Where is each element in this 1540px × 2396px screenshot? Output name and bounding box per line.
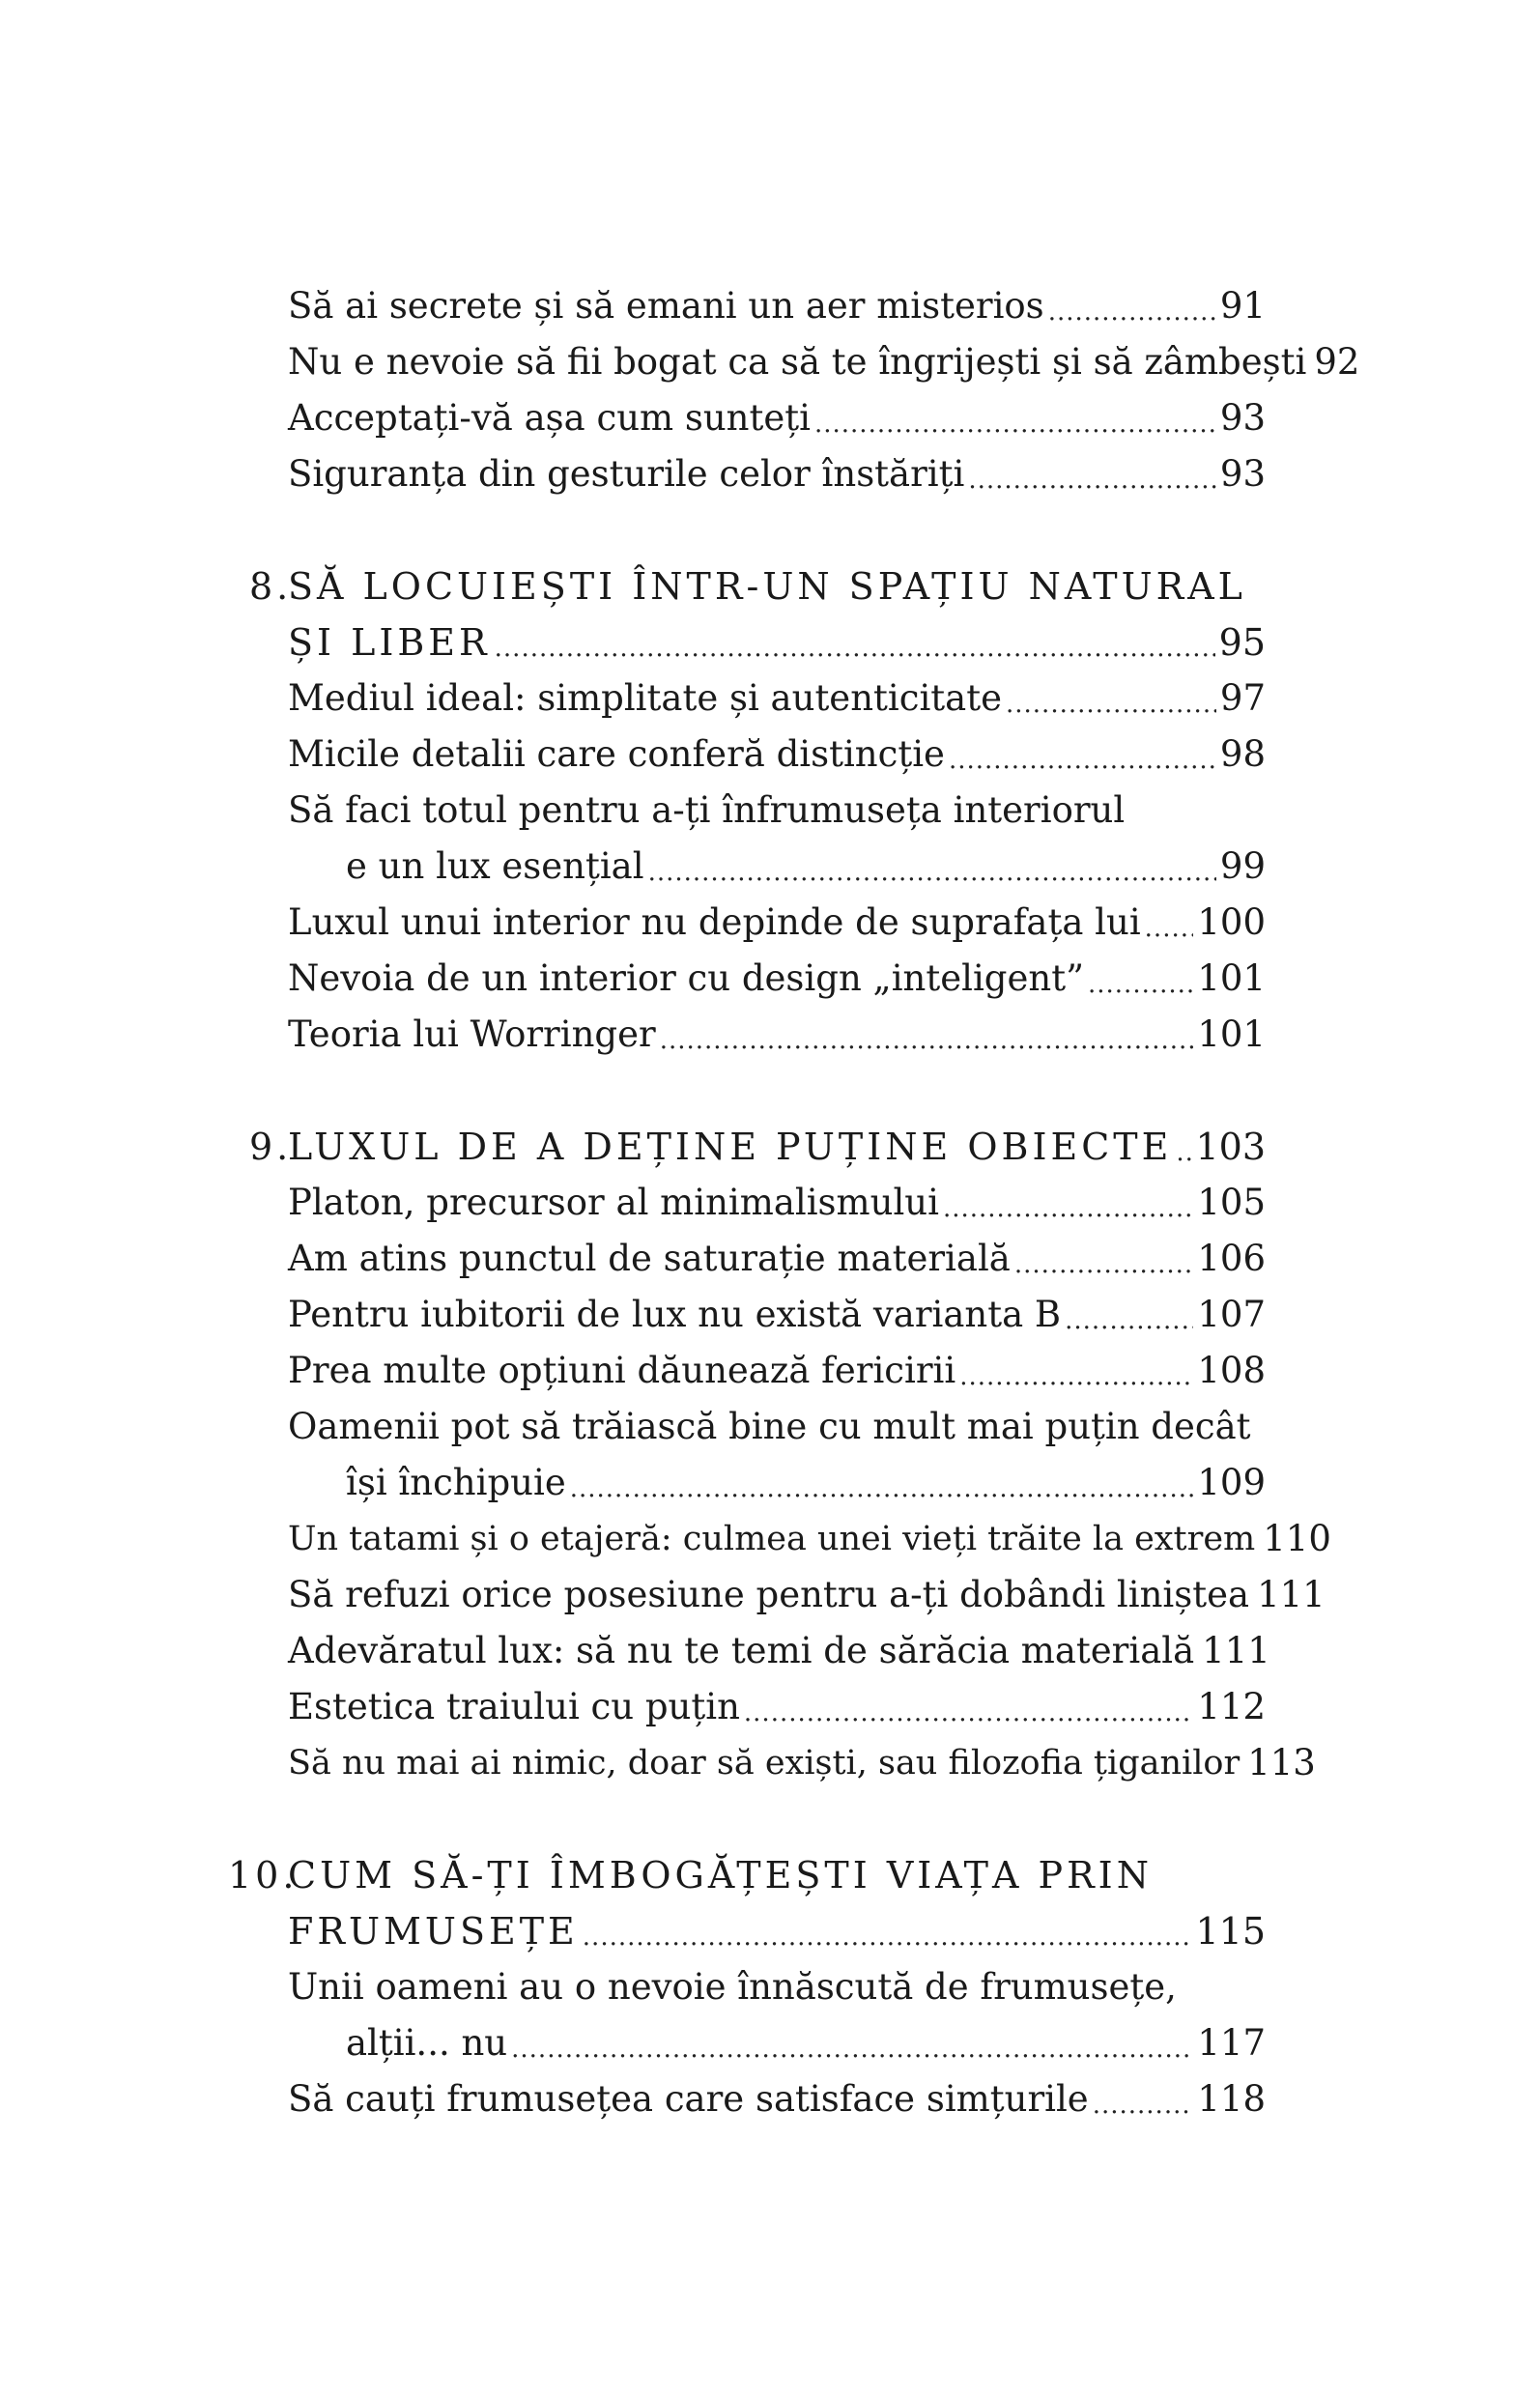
toc-entry-page: 91 bbox=[1219, 285, 1266, 327]
toc-entry-page: 101 bbox=[1197, 1013, 1266, 1055]
leader-dots bbox=[744, 1691, 1193, 1735]
chapter-number: 8. bbox=[249, 565, 293, 608]
toc-entry-page: 97 bbox=[1219, 677, 1266, 719]
chapter-heading bbox=[249, 1119, 1266, 1175]
toc-entry-title: Adevăratul lux: să nu te temi de sărăcia materială bbox=[288, 1630, 1195, 1671]
toc-entry-page: 93 bbox=[1219, 397, 1266, 439]
toc-entry-title: Siguranța din gesturile celor înstăriți bbox=[288, 453, 965, 495]
chapter-heading-continued bbox=[288, 1903, 1266, 1959]
toc-entry bbox=[288, 390, 1266, 446]
toc-entry-title: Să cauți frumusețea care satisface simțurile bbox=[288, 2078, 1089, 2120]
chapter-title: CUM SĂ-ȚI ÎMBOGĂȚEȘTI VIAȚA PRIN bbox=[288, 1854, 1153, 1897]
toc-entry-continued bbox=[346, 839, 1266, 895]
leader-dots bbox=[1065, 1298, 1193, 1343]
leader-dots bbox=[1093, 2083, 1194, 2127]
leader-dots bbox=[1145, 906, 1194, 951]
toc-entry bbox=[288, 1623, 1270, 1679]
leader-dots bbox=[1048, 290, 1216, 334]
leader-dots bbox=[1014, 1242, 1194, 1287]
toc-entry-page: 106 bbox=[1197, 1238, 1266, 1279]
toc-entry-continued bbox=[346, 1455, 1266, 1511]
toc-entry bbox=[288, 1959, 1266, 2015]
leader-dots bbox=[648, 850, 1216, 895]
chapter-page: 103 bbox=[1195, 1126, 1266, 1168]
chapter-page: 115 bbox=[1195, 1910, 1266, 1953]
leader-dots bbox=[1006, 682, 1216, 727]
toc-entry-page: 105 bbox=[1197, 1182, 1266, 1223]
toc-entry bbox=[288, 2071, 1266, 2127]
chapter-title: FRUMUSEȚE bbox=[288, 1910, 579, 1953]
leader-dots bbox=[949, 738, 1216, 783]
toc-entry-title: Am atins punctul de saturație materială bbox=[288, 1238, 1011, 1279]
chapter-title: SĂ LOCUIEȘTI ÎNTR-UN SPAȚIU NATURAL bbox=[288, 565, 1246, 608]
leader-dots bbox=[570, 1467, 1194, 1511]
leader-dots bbox=[968, 458, 1216, 502]
toc-entry bbox=[288, 1567, 1326, 1623]
leader-dots bbox=[814, 402, 1216, 446]
leader-dots bbox=[495, 626, 1215, 670]
toc-entry-page: 117 bbox=[1197, 2022, 1266, 2064]
toc-entry bbox=[288, 1343, 1266, 1399]
chapter-title: LUXUL DE A DEȚINE PUȚINE OBIECTE bbox=[288, 1126, 1173, 1168]
toc-entry-title: Teoria lui Worringer bbox=[288, 1013, 656, 1055]
toc-entry-title: Prea multe opțiuni dăunează fericirii bbox=[288, 1350, 956, 1391]
leader-dots bbox=[943, 1186, 1193, 1231]
toc-entry-page: 111 bbox=[1257, 1574, 1326, 1615]
toc-entry bbox=[288, 446, 1266, 502]
toc-entry bbox=[288, 1175, 1266, 1231]
toc-entry-page: 107 bbox=[1197, 1294, 1266, 1335]
toc-entry-title: Să faci totul pentru a-ți înfrumuseța interiorul bbox=[288, 789, 1126, 831]
toc-entry bbox=[288, 278, 1266, 334]
toc-entry bbox=[288, 1231, 1266, 1287]
toc-entry-title: Mediul ideal: simplitate și autenticitate bbox=[288, 677, 1002, 719]
leader-dots bbox=[511, 2027, 1193, 2071]
toc-entry-page: 109 bbox=[1197, 1462, 1266, 1503]
toc-entry bbox=[288, 1287, 1266, 1343]
toc-entry-title: Să refuzi orice posesiune pentru a-ți dobândi liniștea bbox=[288, 1574, 1250, 1615]
leader-dots bbox=[583, 1915, 1192, 1959]
chapter-heading-continued bbox=[288, 614, 1266, 670]
toc-entry-page: 110 bbox=[1263, 1518, 1331, 1559]
toc-entry bbox=[288, 1679, 1266, 1735]
toc-entry-title: Luxul unui interior nu depinde de suprafața lui bbox=[288, 901, 1141, 943]
toc-entry-title: Nevoia de un interior cu design „inteligent” bbox=[288, 957, 1084, 999]
chapter-number: 10. bbox=[228, 1854, 299, 1897]
toc-entry-page: 113 bbox=[1247, 1742, 1316, 1783]
toc-entry-title: Micile detalii care conferă distincție bbox=[288, 733, 945, 775]
toc-entry-title: își închipuie bbox=[346, 1462, 566, 1503]
toc-entry-title: Platon, precursor al minimalismului bbox=[288, 1182, 939, 1223]
chapter-heading bbox=[228, 1847, 1206, 1903]
chapter-title: ȘI LIBER bbox=[288, 621, 491, 664]
chapter-heading bbox=[249, 558, 1246, 614]
toc-entry-page: 92 bbox=[1314, 341, 1360, 383]
toc-entry-page: 93 bbox=[1219, 453, 1266, 495]
leader-dots bbox=[959, 1355, 1193, 1399]
toc-entry-page: 111 bbox=[1202, 1630, 1270, 1671]
leader-dots bbox=[1088, 962, 1193, 1007]
toc-entry-title: alții... nu bbox=[346, 2022, 508, 2064]
leader-dots bbox=[1176, 1130, 1191, 1175]
leader-dots bbox=[660, 1018, 1194, 1063]
toc-entry-continued bbox=[346, 2015, 1266, 2071]
toc-entry-title: e un lux esențial bbox=[346, 845, 644, 887]
toc-entry-title: Nu e nevoie să fii bogat ca să te îngrijești și să zâmbești bbox=[288, 341, 1307, 383]
toc-entry-title: Să ai secrete și să emani un aer misterios bbox=[288, 285, 1044, 327]
toc-entry-title: Oamenii pot să trăiască bine cu mult mai puțin decât bbox=[288, 1406, 1251, 1447]
toc-entry-title: Un tatami și o etajeră: culmea unei vieți trăite la extrem bbox=[288, 1520, 1256, 1558]
toc-entry bbox=[288, 1735, 1316, 1791]
toc-entry bbox=[288, 951, 1266, 1007]
toc-entry bbox=[288, 1399, 1266, 1455]
chapter-number: 9. bbox=[249, 1126, 293, 1168]
toc-entry bbox=[288, 895, 1266, 951]
chapter-page: 95 bbox=[1218, 621, 1266, 664]
toc-entry-page: 101 bbox=[1197, 957, 1266, 999]
toc-entry bbox=[288, 783, 1266, 839]
toc-entry-page: 100 bbox=[1197, 901, 1266, 943]
toc-entry-title: Unii oameni au o nevoie înnăscută de frumusețe, bbox=[288, 1966, 1177, 2008]
toc-entry-title: Pentru iubitorii de lux nu există varianta B bbox=[288, 1294, 1062, 1335]
toc-entry-page: 108 bbox=[1197, 1350, 1266, 1391]
toc-entry bbox=[288, 1511, 1331, 1567]
toc-entry bbox=[288, 727, 1266, 783]
toc-entry-page: 118 bbox=[1197, 2078, 1266, 2120]
toc-entry-title: Estetica traiului cu puțin bbox=[288, 1686, 740, 1727]
toc-entry bbox=[288, 1007, 1266, 1063]
toc-entry-page: 99 bbox=[1219, 845, 1266, 887]
toc-entry-title: Acceptați-vă așa cum sunteți bbox=[288, 397, 811, 439]
toc-entry-page: 98 bbox=[1219, 733, 1266, 775]
toc-entry-page: 112 bbox=[1197, 1686, 1266, 1727]
toc-entry bbox=[288, 334, 1360, 390]
toc-entry bbox=[288, 670, 1266, 727]
toc-entry-title: Să nu mai ai nimic, doar să exiști, sau filozofia țiganilor bbox=[288, 1744, 1241, 1783]
